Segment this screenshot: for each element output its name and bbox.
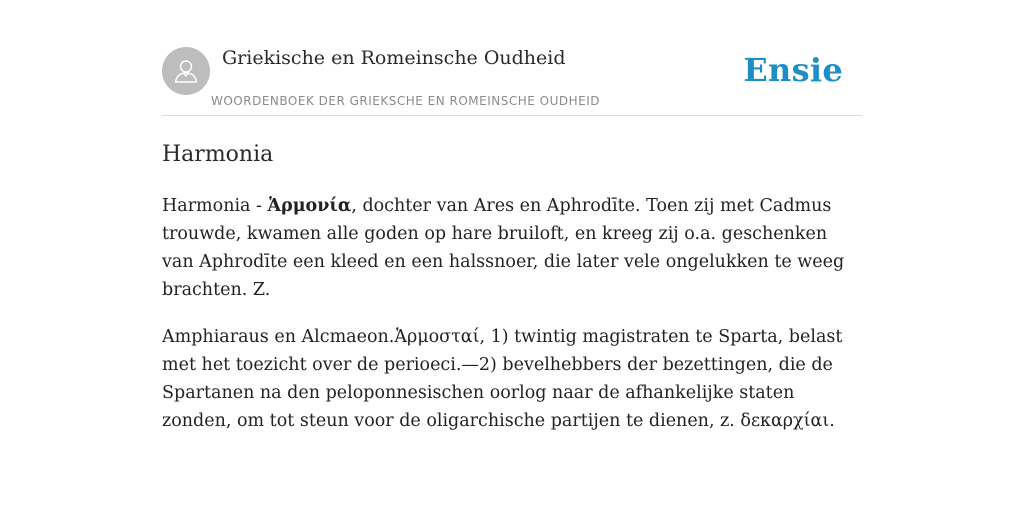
avatar	[162, 47, 210, 95]
entry-lead: Harmonia -	[162, 196, 268, 216]
site-title[interactable]: Griekische en Romeinsche Oudheid	[222, 47, 566, 69]
entry-title: Harmonia	[162, 142, 274, 167]
entry-paragraph-1	[162, 192, 862, 304]
site-subtitle: WOORDENBOEK DER GRIEKSCHE EN ROMEINSCHE OUDHEID	[211, 94, 601, 108]
entry-paragraph-2: Amphiaraus en Alcmaeon.Ἁρμοσταί, 1) twintig magistraten te Sparta, belast met het toezicht over de perioeci.—2) bevelhebbers der bezettingen, die de Spartanen na den peloponnesischen oorlog naar de afhankelijke staten zonden, om tot steun voor de oligarchische partijen te dienen, z. δεκαρχίαι.	[162, 327, 843, 431]
entry-content	[162, 192, 862, 454]
greek-term: Ἁρμονία	[267, 196, 352, 216]
header-divider	[162, 115, 862, 116]
brand-logo[interactable]: Ensie	[743, 51, 843, 89]
user-silhouette-icon	[171, 56, 201, 86]
entry-paragraph-1-text: , dochter van Ares en Aphrodīte. Toen zij met Cadmus trouwde, kwamen alle goden op hare bruiloft, en kreeg zij o.a. geschenken van Aphrodīte een kleed en een halssnoer, die later vele ongelukken te weeg brachten. Z.	[162, 196, 845, 300]
